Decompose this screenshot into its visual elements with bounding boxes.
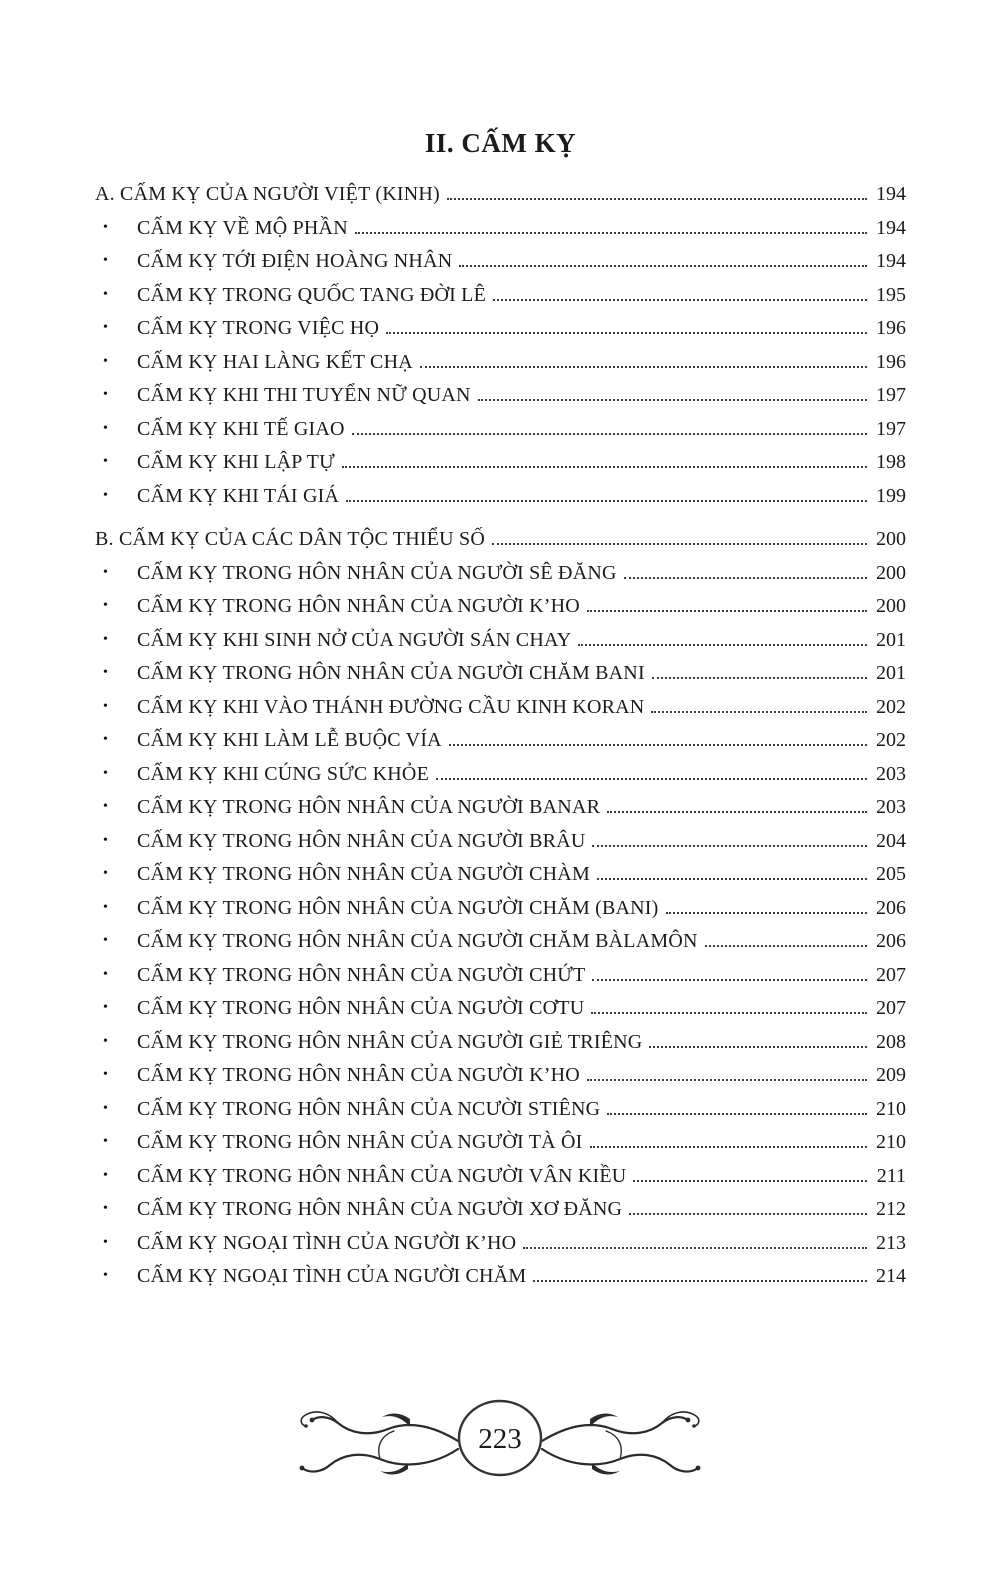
toc-entry-page: 200	[876, 595, 906, 617]
toc-entry	[95, 384, 906, 407]
toc-entry-title: CẤM KỴ TRONG HÔN NHÂN CỦA NGƯỜI K’HO	[137, 595, 580, 617]
toc-entry-page: 213	[876, 1231, 906, 1254]
bullet-icon: •	[103, 1033, 108, 1049]
bullet-icon: •	[103, 1167, 108, 1183]
dot-leader	[651, 711, 867, 713]
dot-leader	[591, 1012, 867, 1014]
toc-entry-title: CẤM KỴ KHI TÁI GIÁ	[137, 484, 340, 507]
toc-entry-title: CẤM KỴ TRONG HÔN NHÂN CỦA NCƯỜI STIÊNG	[137, 1097, 601, 1120]
toc-entry	[95, 317, 906, 340]
dot-leader	[592, 845, 867, 847]
toc-entry-page: 194	[876, 250, 906, 272]
toc-entry-title: CẤM KỴ NGOẠI TÌNH CỦA NGƯỜI CHĂM	[137, 1265, 527, 1287]
page-title: II. CẤM KỴ	[424, 128, 577, 158]
bullet-icon: •	[103, 1201, 108, 1216]
bullet-icon: •	[103, 631, 108, 647]
bullet-icon: •	[103, 420, 108, 436]
dot-leader	[633, 1180, 867, 1182]
bullet-icon: •	[103, 219, 108, 235]
toc-entry-page: 196	[876, 317, 906, 339]
dot-leader	[492, 543, 867, 545]
toc-entry	[95, 485, 906, 508]
toc-entry-page: 201	[876, 628, 906, 651]
toc-heading-title: B. CẤM KỴ CỦA CÁC DÂN TỘC THIỂU SỐ	[95, 528, 485, 550]
toc-entry	[95, 629, 906, 652]
toc-entry-page: 209	[876, 1064, 906, 1086]
toc-entry	[95, 997, 906, 1020]
toc-entry-title: CẤM KỴ TRONG HÔN NHÂN CỦA NGƯỜI XƠ ĐĂNG	[137, 1198, 623, 1220]
dot-leader	[342, 466, 867, 468]
toc-entry-title: CẤM KỴ VỀ MỘ PHẦN	[137, 216, 348, 239]
dot-leader	[705, 945, 867, 947]
bullet-icon: •	[103, 933, 108, 948]
dot-leader	[346, 500, 867, 502]
toc-entry-title: CẤM KỴ TRONG HÔN NHÂN CỦA NGƯỜI CHỨT	[137, 963, 586, 986]
bullet-icon: •	[103, 1268, 108, 1283]
toc-entry	[95, 863, 906, 886]
toc-entry-page: 206	[876, 896, 906, 919]
toc-entry-page: 199	[876, 484, 906, 507]
toc-entry	[95, 250, 906, 273]
toc-entry-title: CẤM KỴ KHI LẬP TỰ	[137, 451, 335, 473]
page-number: 223	[478, 1423, 522, 1455]
bullet-icon: •	[103, 387, 108, 402]
toc-entry-title: CẤM KỴ TRONG HÔN NHÂN CỦA NGƯỜI CHĂM (BANI)	[137, 896, 659, 919]
bullet-icon: •	[103, 899, 108, 915]
page-footer	[0, 1383, 1000, 1493]
toc-entry-page: 210	[876, 1131, 906, 1153]
dot-leader	[352, 433, 867, 435]
toc-entry	[95, 451, 906, 474]
toc-entry-title: CẤM KỴ KHI SINH NỞ CỦA NGƯỜI SÁN CHAY	[137, 628, 572, 651]
dot-leader	[590, 1146, 867, 1148]
dot-leader	[436, 778, 867, 780]
dot-leader	[355, 232, 867, 234]
toc-entry-page: 206	[876, 930, 906, 952]
toc-entry-page: 212	[876, 1198, 906, 1220]
toc-entry	[95, 1198, 906, 1221]
bullet-icon: •	[103, 698, 108, 714]
toc-entry	[95, 1165, 906, 1188]
dot-leader	[597, 878, 867, 880]
toc-entry-page: 214	[876, 1265, 906, 1287]
bullet-icon: •	[103, 253, 108, 268]
toc-entry-title: CẤM KỴ KHI THI TUYỂN NỮ QUAN	[137, 384, 471, 406]
toc-entry	[95, 1098, 906, 1121]
toc-entry-title: CẤM KỴ TRONG HÔN NHÂN CỦA NGƯỜI VÂN KIỀU	[137, 1164, 627, 1187]
bullet-icon: •	[103, 1100, 108, 1116]
toc-entry-page: 195	[876, 283, 906, 306]
toc-entry	[95, 662, 906, 685]
toc-entry	[95, 830, 906, 853]
dot-leader	[592, 979, 867, 981]
toc-entry	[95, 562, 906, 585]
toc-entry	[95, 897, 906, 920]
toc-entry	[95, 796, 906, 819]
toc-heading-page: 200	[876, 528, 906, 550]
toc-entry-page: 194	[876, 216, 906, 239]
dot-leader	[629, 1213, 867, 1215]
toc-entry	[95, 1131, 906, 1154]
dot-leader	[587, 610, 867, 612]
toc-entry	[95, 351, 906, 374]
toc-entry	[95, 595, 906, 618]
bullet-icon: •	[103, 1000, 108, 1015]
toc-entry-title: CẤM KỴ TỚI ĐIỆN HOÀNG NHÂN	[137, 250, 453, 272]
toc-entry-page: 201	[876, 662, 906, 684]
dot-leader	[478, 399, 867, 401]
toc-entry-page: 200	[876, 561, 906, 584]
bullet-icon: •	[103, 487, 108, 503]
dot-leader	[578, 644, 867, 646]
toc-entry	[95, 964, 906, 987]
toc-section	[95, 183, 906, 507]
bullet-icon: •	[103, 353, 108, 369]
toc-section-heading	[95, 183, 906, 206]
toc-section	[95, 528, 906, 1288]
bullet-icon: •	[103, 1234, 108, 1250]
toc-entry-page: 196	[876, 350, 906, 373]
bullet-icon: •	[103, 665, 108, 680]
dot-leader	[459, 265, 867, 267]
toc-entry-title: CẤM KỴ TRONG HÔN NHÂN CỦA NGƯỜI BRÂU	[137, 829, 586, 852]
bullet-icon: •	[103, 598, 108, 613]
bullet-icon: •	[103, 966, 108, 982]
toc-entry-title: CẤM KỴ TRONG HÔN NHÂN CỦA NGƯỜI CƠTU	[137, 997, 585, 1019]
toc-content	[95, 128, 906, 1299]
toc-entry-page: 208	[876, 1030, 906, 1053]
toc-entry-page: 207	[876, 997, 906, 1019]
toc-entry-page: 210	[876, 1097, 906, 1120]
toc-entry-page: 203	[876, 796, 906, 818]
bullet-icon: •	[103, 1067, 108, 1082]
dot-leader	[533, 1280, 867, 1282]
bullet-icon: •	[103, 765, 108, 781]
dot-leader	[447, 198, 867, 200]
toc-entry	[95, 1064, 906, 1087]
toc-entry-page: 197	[876, 384, 906, 406]
bullet-icon: •	[103, 732, 108, 747]
dot-leader	[652, 677, 867, 679]
bullet-icon: •	[103, 454, 108, 469]
bullet-icon: •	[103, 832, 108, 848]
toc-entry	[95, 418, 906, 441]
dot-leader	[607, 1113, 867, 1115]
bullet-icon: •	[103, 799, 108, 814]
toc-section-heading	[95, 528, 906, 551]
toc-entry-page: 211	[876, 1164, 906, 1187]
toc-entry-title: CẤM KỴ TRONG HÔN NHÂN CỦA NGƯỜI TÀ ÔI	[137, 1131, 583, 1153]
dot-leader	[420, 366, 867, 368]
toc-heading-title: A. CẤM KỴ CỦA NGƯỜI VIỆT (KINH)	[95, 183, 440, 205]
footer-ornament	[280, 1383, 720, 1493]
toc-entry	[95, 696, 906, 719]
toc-heading-page: 194	[876, 183, 906, 205]
toc-entry	[95, 1265, 906, 1288]
dot-leader	[523, 1247, 867, 1249]
toc-entry-page: 203	[876, 762, 906, 785]
toc-entry-title: CẤM KỴ KHI LÀM LỄ BUỘC VÍA	[137, 729, 442, 751]
toc-entry-page: 204	[876, 829, 906, 852]
toc-entry-title: CẤM KỴ KHI CÚNG SỨC KHỎE	[137, 762, 429, 785]
toc-sections	[95, 183, 906, 1288]
toc-entry-title: CẤM KỴ TRONG HÔN NHÂN CỦA NGƯỜI BANAR	[137, 796, 601, 818]
toc-entry-title: CẤM KỴ TRONG HÔN NHÂN CỦA NGƯỜI CHĂM BÀLAMÔN	[137, 930, 698, 952]
dot-leader	[386, 332, 867, 334]
bullet-icon: •	[103, 286, 108, 302]
toc-entry	[95, 217, 906, 240]
dot-leader	[493, 299, 867, 301]
toc-entry-title: CẤM KỴ TRONG VIỆC HỌ	[137, 317, 380, 339]
toc-entry-title: CẤM KỴ KHI TẾ GIAO	[137, 417, 345, 440]
dot-leader	[587, 1079, 867, 1081]
toc-entry-page: 198	[876, 451, 906, 473]
toc-entry	[95, 930, 906, 953]
toc-entry	[95, 729, 906, 752]
toc-entry-title: CẤM KỴ TRONG HÔN NHÂN CỦA NGƯỜI SÊ ĐĂNG	[137, 561, 617, 584]
toc-entry-title: CẤM KỴ NGOẠI TÌNH CỦA NGƯỜI K’HO	[137, 1231, 517, 1254]
dot-leader	[666, 912, 867, 914]
bullet-icon: •	[103, 320, 108, 335]
dot-leader	[607, 811, 867, 813]
toc-entry-title: CẤM KỴ TRONG HÔN NHÂN CỦA NGƯỜI CHÀM	[137, 863, 590, 885]
toc-entry-title: CẤM KỴ TRONG HÔN NHÂN CỦA NGƯỜI CHĂM BANI	[137, 662, 645, 684]
toc-entry-title: CẤM KỴ HAI LÀNG KẾT CHẠ	[137, 350, 413, 373]
dot-leader	[449, 744, 867, 746]
toc-entry-title: CẤM KỴ KHI VÀO THÁNH ĐƯỜNG CẦU KINH KORAN	[137, 695, 645, 718]
bullet-icon: •	[103, 564, 108, 580]
dot-leader	[649, 1046, 867, 1048]
toc-entry	[95, 284, 906, 307]
toc-items	[95, 562, 906, 1288]
toc-entry	[95, 763, 906, 786]
toc-entry-page: 207	[876, 963, 906, 986]
toc-entry-page: 197	[876, 417, 906, 440]
bullet-icon: •	[103, 866, 108, 881]
toc-entry-page: 205	[876, 863, 906, 885]
toc-entry-page: 202	[876, 729, 906, 751]
toc-entry-title: CẤM KỴ TRONG HÔN NHÂN CỦA NGƯỜI GIẺ TRIÊNG	[137, 1030, 643, 1053]
dot-leader	[624, 577, 867, 579]
toc-entry-page: 202	[876, 695, 906, 718]
bullet-icon: •	[103, 1134, 108, 1149]
toc-entry	[95, 1031, 906, 1054]
toc-entry-title: CẤM KỴ TRONG QUỐC TANG ĐỜI LÊ	[137, 283, 487, 306]
toc-items	[95, 217, 906, 508]
toc-entry-title: CẤM KỴ TRONG HÔN NHÂN CỦA NGƯỜI K’HO	[137, 1064, 580, 1086]
toc-entry	[95, 1232, 906, 1255]
